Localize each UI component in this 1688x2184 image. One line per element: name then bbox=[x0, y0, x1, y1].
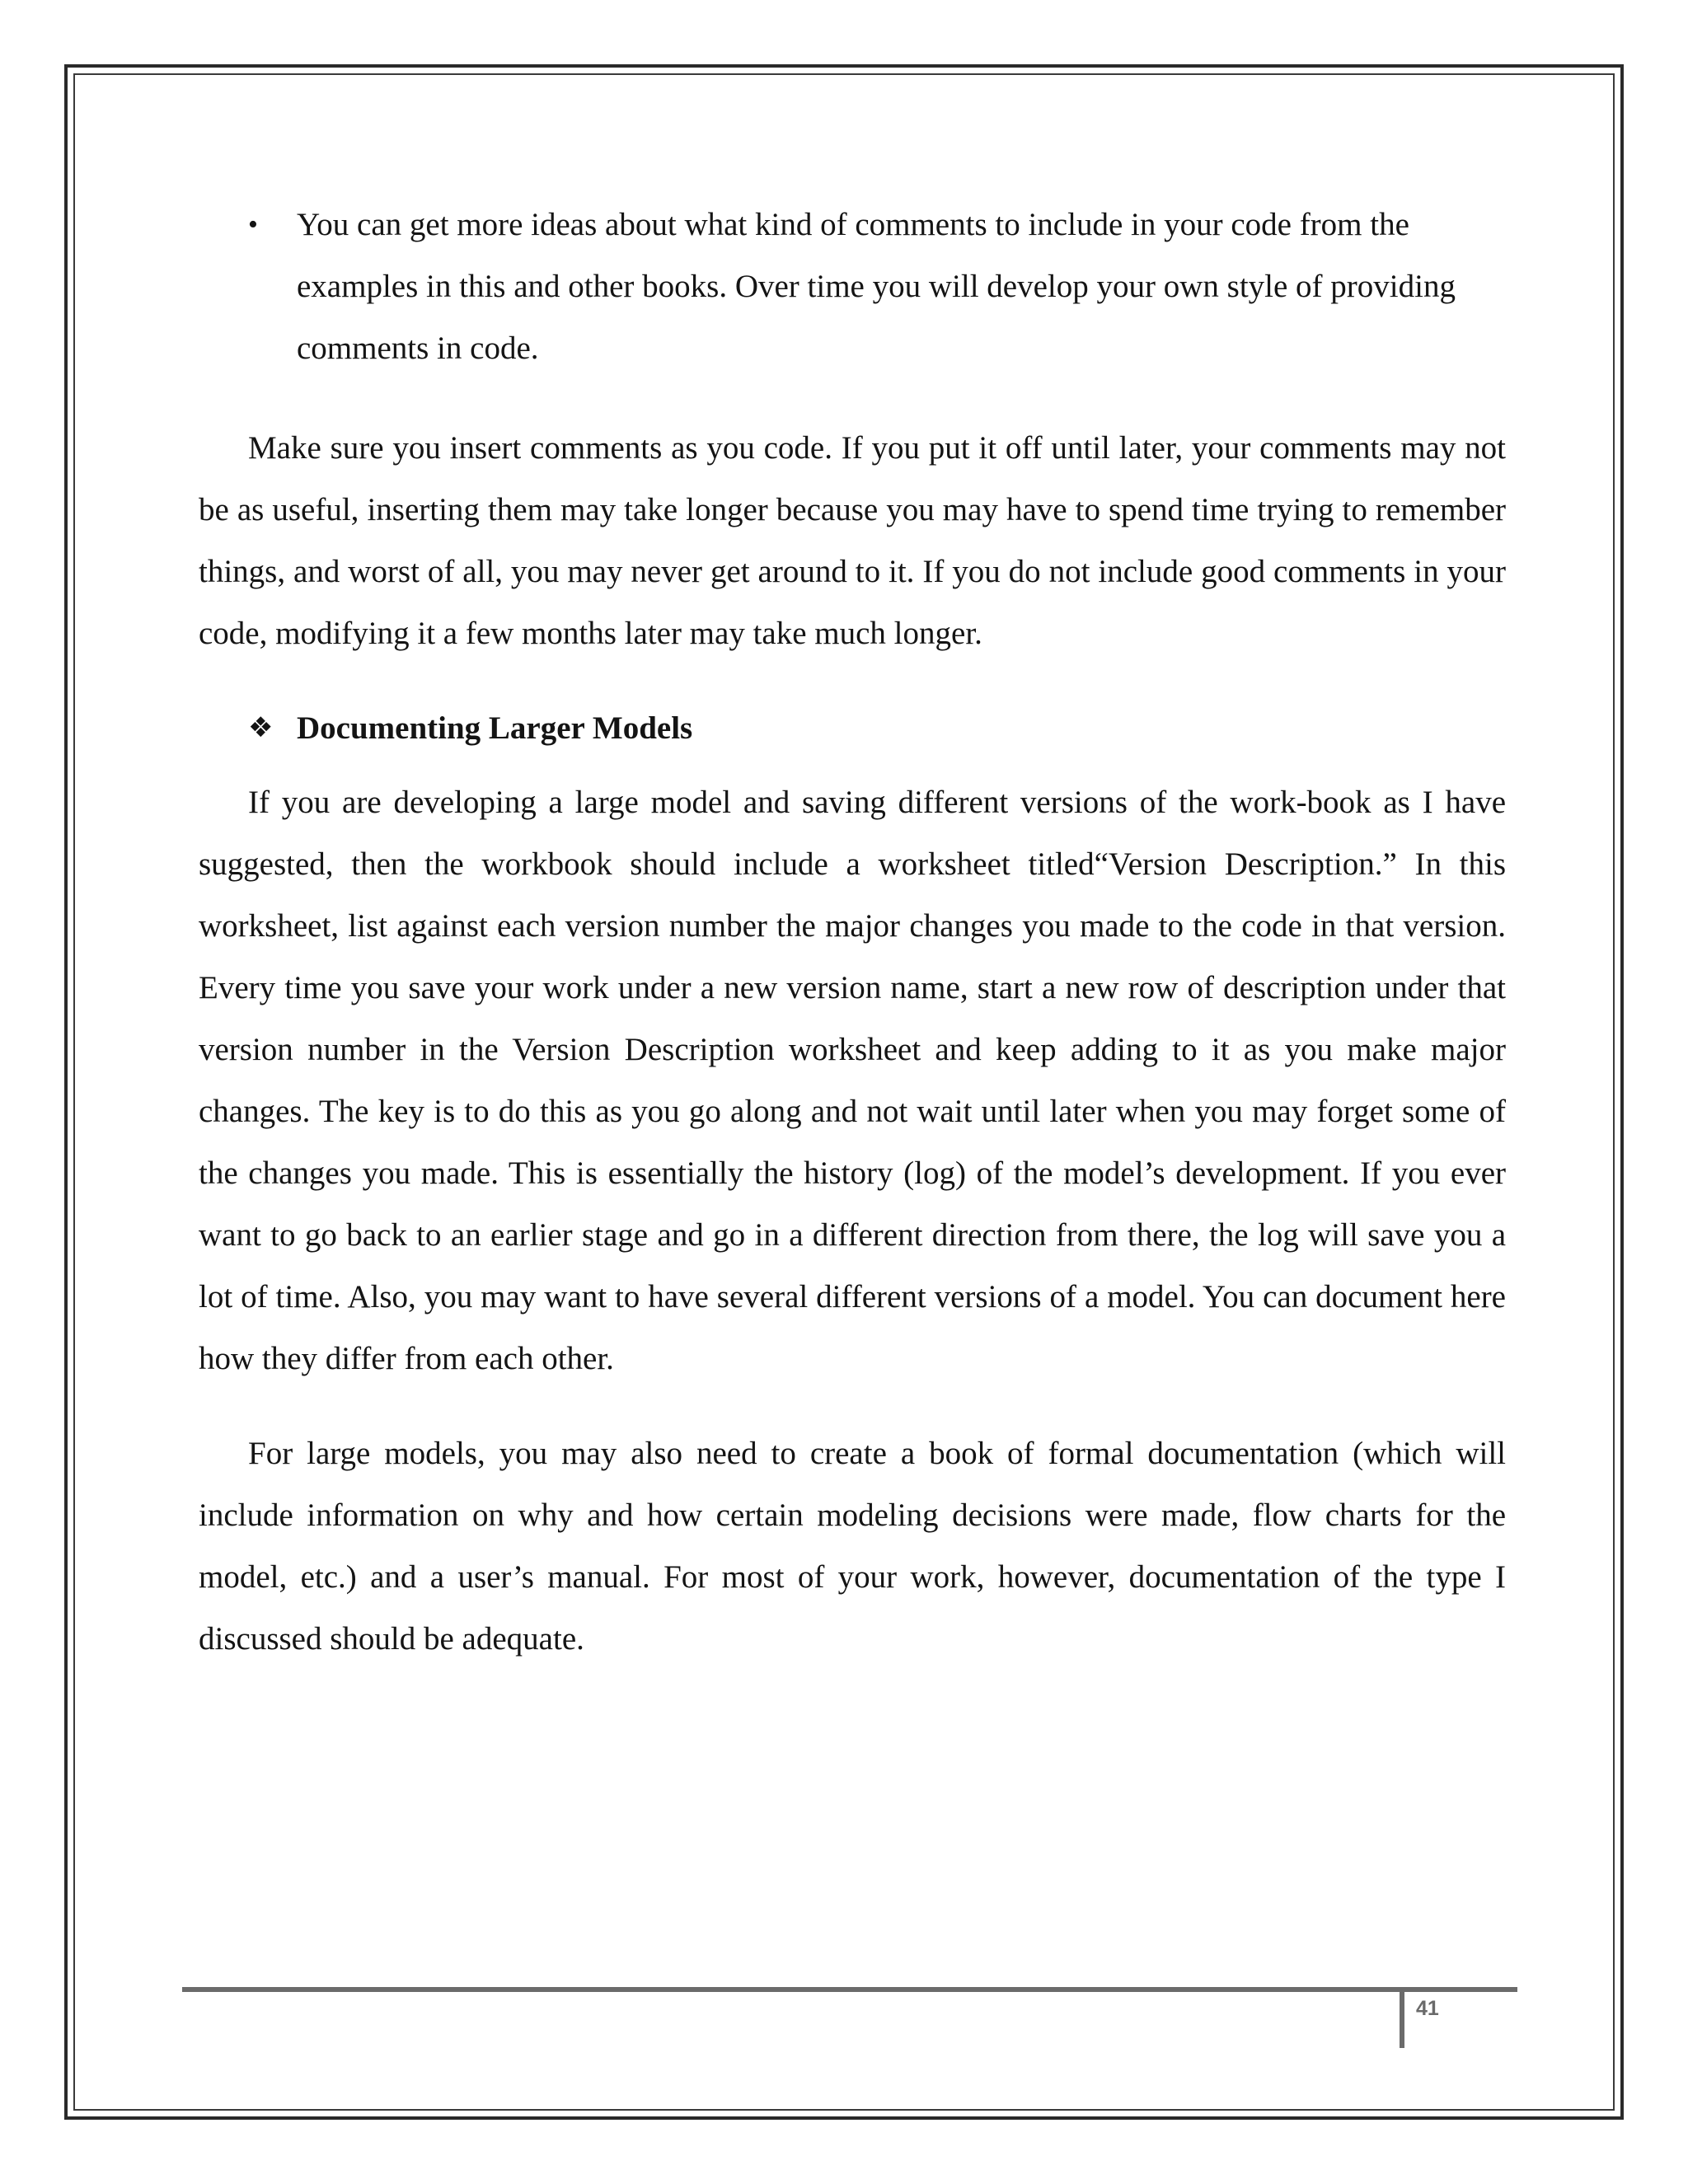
section-heading bbox=[199, 697, 1506, 759]
footer-divider-tick bbox=[1400, 1987, 1404, 2048]
bullet-item bbox=[199, 194, 1506, 379]
footer-rule bbox=[182, 1987, 1517, 1992]
page-number: 41 bbox=[1416, 1997, 1439, 2020]
page-content bbox=[199, 194, 1506, 1670]
bullet-icon: • bbox=[248, 209, 258, 240]
section-heading-text: Documenting Larger Models bbox=[297, 710, 693, 746]
paragraph-formal-documentation: For large models, you may also need to create a book of formal documentation (which will include information on why and how certain modeling decisions were made, flow charts for the model, etc.) and a user’s manual. For most of your work, however, documentation of the type I discussed should be adequate. bbox=[199, 1436, 1506, 1657]
paragraph-version-description: If you are developing a large model and saving different versions of the work-book as I have suggested, then the workbook should include a worksheet titled“Version Description.” In this worksheet, list against each version number the major changes you made to the code in that version. Every time you save your work under a new version name, start a new row of description under that version number in the Version Description worksheet and keep adding to it as you make major changes. The key is to do this as you go along and not wait until later when you may forget some of the changes you made. This is essentially the history (log) of the model’s development. If you ever want to go back to an earlier stage and go in a different direction from there, the log will save you a lot of time. Also, you may want to have several different versions of a model. You can document here how they differ from each other. bbox=[199, 785, 1506, 1376]
diamond-bullet-icon: ❖ bbox=[248, 711, 274, 744]
bullet-text: You can get more ideas about what kind of comments to include in your code from the examples in this and other books. Over time you will develop your own style of providing comments in code. bbox=[297, 207, 1456, 366]
paragraph-comments-as-you-code: Make sure you insert comments as you code. If you put it off until later, your comments may not be as useful, inserting them may take longer because you may have to spend time trying to remember things, and worst of all, you may never get around to it. If you do not include good comments in your code, modifying it a few months later may take much longer. bbox=[199, 430, 1506, 651]
